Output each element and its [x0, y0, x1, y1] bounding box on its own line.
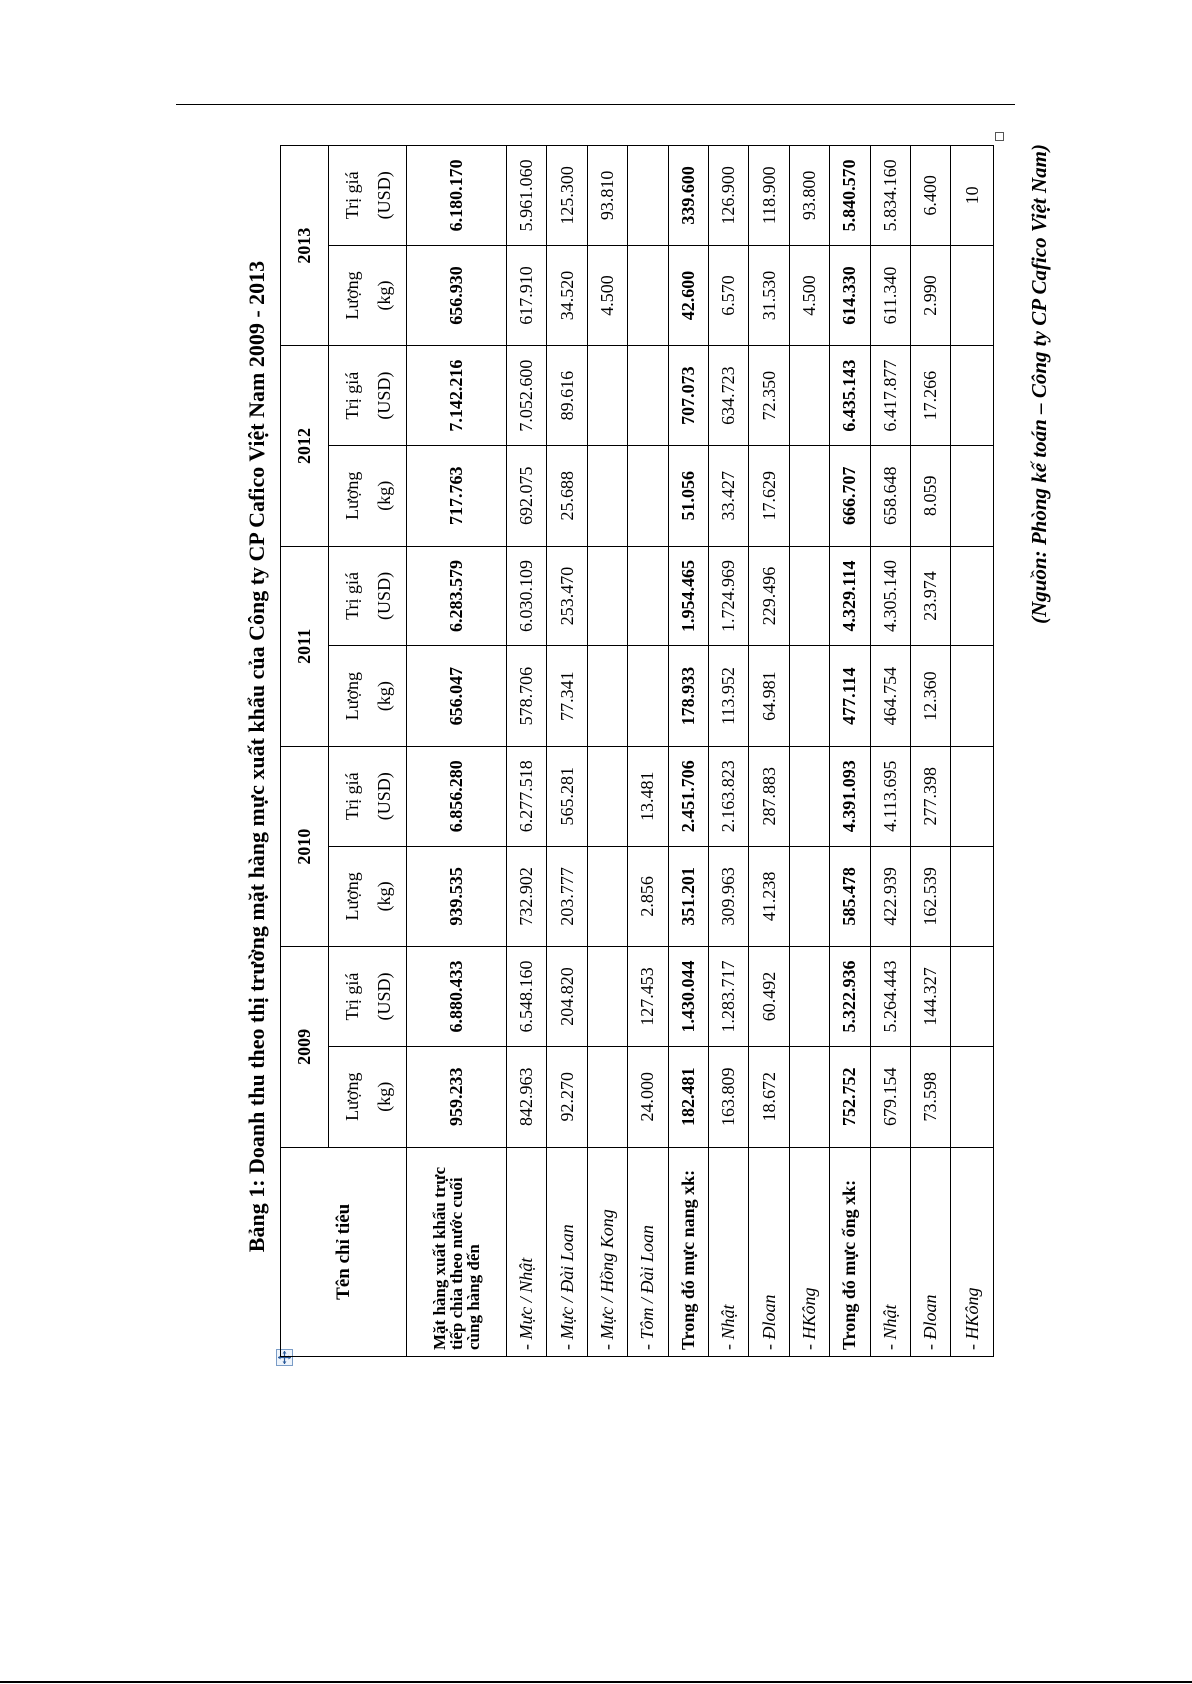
qty-cell: 351.201: [668, 846, 708, 947]
value-cell: 7.142.216: [407, 346, 507, 446]
resize-square-icon[interactable]: [995, 132, 1004, 141]
qty-cell: 6.570: [709, 245, 749, 346]
value-cell: 6.180.170: [407, 146, 507, 246]
qty-cell: 4.500: [789, 245, 829, 346]
qty-header: [329, 245, 407, 346]
value-cell: [628, 546, 668, 646]
value-cell: [587, 546, 627, 646]
qty-cell: [587, 445, 627, 546]
subheader-unit: (USD): [373, 571, 394, 620]
qty-cell: 51.056: [668, 445, 708, 546]
row-label: - Mực / Hồng Kong: [587, 1147, 627, 1356]
qty-cell: [789, 646, 829, 747]
value-header: [329, 746, 407, 846]
qty-cell: 8.059: [911, 445, 951, 546]
qty-cell: 178.933: [668, 646, 708, 747]
qty-cell: 578.706: [507, 646, 547, 747]
table-body: [407, 146, 994, 1357]
subheader-unit: (kg): [373, 1081, 394, 1112]
qty-cell: [951, 445, 994, 546]
qty-cell: 18.672: [749, 1046, 789, 1147]
qty-cell: 656.930: [407, 245, 507, 346]
value-cell: [951, 546, 994, 646]
subheader-line: Trị giá: [341, 972, 362, 1021]
qty-cell: 92.270: [547, 1046, 587, 1147]
row-label: - Tôm / Đài Loan: [628, 1147, 668, 1356]
qty-cell: 12.360: [911, 646, 951, 747]
qty-cell: 2.856: [628, 846, 668, 947]
value-cell: 253.470: [547, 546, 587, 646]
subheader-unit: (USD): [373, 972, 394, 1021]
qty-cell: [587, 646, 627, 747]
table-row: [789, 146, 829, 1357]
value-cell: 6.856.280: [407, 746, 507, 846]
value-cell: 4.329.114: [830, 546, 870, 646]
qty-header: [329, 646, 407, 747]
qty-cell: 162.539: [911, 846, 951, 947]
value-cell: 10: [951, 146, 994, 246]
qty-cell: 34.520: [547, 245, 587, 346]
value-cell: [628, 146, 668, 246]
value-cell: 60.492: [749, 947, 789, 1047]
qty-cell: 17.629: [749, 445, 789, 546]
row-label: - Mực / Đài Loan: [547, 1147, 587, 1356]
value-cell: 1.283.717: [709, 947, 749, 1047]
row-label: - Đloan: [911, 1147, 951, 1356]
qty-header: [329, 445, 407, 546]
qty-cell: 203.777: [547, 846, 587, 947]
subheader-line: Trị giá: [341, 171, 362, 220]
qty-cell: [587, 1046, 627, 1147]
value-cell: 277.398: [911, 746, 951, 846]
qty-cell: 617.910: [507, 245, 547, 346]
qty-cell: 113.952: [709, 646, 749, 747]
value-cell: [587, 947, 627, 1047]
value-cell: 6.030.109: [507, 546, 547, 646]
value-cell: [789, 546, 829, 646]
row-label: - HKông: [789, 1147, 829, 1356]
value-cell: 229.496: [749, 546, 789, 646]
year-header: 2012: [281, 346, 329, 546]
name-column-header: Tên chỉ tiêu: [281, 1147, 407, 1356]
qty-cell: 679.154: [870, 1046, 910, 1147]
value-cell: 6.283.579: [407, 546, 507, 646]
subheader-unit: (USD): [373, 772, 394, 821]
row-label: - Nhật: [870, 1147, 910, 1356]
qty-cell: [628, 646, 668, 747]
row-label: Trong đó mực ống xk:: [830, 1147, 870, 1356]
value-header: [329, 146, 407, 246]
value-cell: 144.327: [911, 947, 951, 1047]
table-row: [911, 146, 951, 1357]
value-cell: [789, 346, 829, 446]
qty-cell: 24.000: [628, 1046, 668, 1147]
value-cell: 5.840.570: [830, 146, 870, 246]
value-cell: 634.723: [709, 346, 749, 446]
table-row: [749, 146, 789, 1357]
value-cell: 7.052.600: [507, 346, 547, 446]
value-cell: [789, 746, 829, 846]
value-header: [329, 546, 407, 646]
year-header: 2011: [281, 546, 329, 746]
qty-cell: 182.481: [668, 1046, 708, 1147]
value-cell: 4.113.695: [870, 746, 910, 846]
value-cell: 127.453: [628, 947, 668, 1047]
subheader-line: Lượng: [341, 271, 362, 320]
value-cell: [951, 746, 994, 846]
footer-rule: [0, 1681, 1192, 1683]
subheader-line: Lượng: [341, 671, 362, 721]
table-row: [951, 146, 994, 1357]
subheader-line: Trị giá: [341, 371, 362, 420]
value-cell: 5.322.936: [830, 947, 870, 1047]
table-row: [407, 146, 507, 1357]
value-cell: 1.724.969: [709, 546, 749, 646]
qty-cell: 309.963: [709, 846, 749, 947]
value-cell: 89.616: [547, 346, 587, 446]
value-cell: 2.451.706: [668, 746, 708, 846]
qty-cell: 33.427: [709, 445, 749, 546]
value-cell: 287.883: [749, 746, 789, 846]
year-header: 2009: [281, 947, 329, 1147]
table-title: Bảng 1: Doanh thu theo thị trường mặt hàng mực xuất khẩu của Công ty CP Cafico Việt Nam 2009 - 2013: [244, 260, 269, 1253]
qty-cell: 477.114: [830, 646, 870, 747]
value-cell: 6.880.433: [407, 947, 507, 1047]
table-row: [709, 146, 749, 1357]
value-cell: 6.548.160: [507, 947, 547, 1047]
qty-cell: 611.340: [870, 245, 910, 346]
value-cell: 13.481: [628, 746, 668, 846]
row-label: - Nhật: [709, 1147, 749, 1356]
qty-cell: [789, 1046, 829, 1147]
qty-header: [329, 1046, 407, 1147]
qty-cell: 939.535: [407, 846, 507, 947]
qty-cell: 163.809: [709, 1046, 749, 1147]
table-row: [830, 146, 870, 1357]
value-cell: 23.974: [911, 546, 951, 646]
header-rule: [176, 104, 1015, 105]
value-cell: [789, 947, 829, 1047]
qty-cell: 25.688: [547, 445, 587, 546]
qty-cell: 41.238: [749, 846, 789, 947]
value-cell: 125.300: [547, 146, 587, 246]
qty-cell: [628, 445, 668, 546]
rotated-page-content: [240, 144, 1065, 1369]
value-cell: 2.163.823: [709, 746, 749, 846]
value-cell: 4.305.140: [870, 546, 910, 646]
value-cell: 339.600: [668, 146, 708, 246]
qty-cell: 959.233: [407, 1046, 507, 1147]
qty-cell: [951, 846, 994, 947]
subheader-unit: (kg): [373, 280, 394, 311]
table-row: [587, 146, 627, 1357]
qty-cell: [789, 846, 829, 947]
value-cell: 17.266: [911, 346, 951, 446]
value-header: [329, 346, 407, 446]
table-row: [870, 146, 910, 1357]
revenue-table: [280, 145, 994, 1357]
qty-cell: [587, 846, 627, 947]
qty-cell: [951, 646, 994, 747]
year-header: 2013: [281, 146, 329, 346]
subheader-unit: (USD): [373, 371, 394, 420]
year-header: 2010: [281, 746, 329, 946]
qty-cell: 31.530: [749, 245, 789, 346]
qty-cell: 422.939: [870, 846, 910, 947]
value-cell: 6.417.877: [870, 346, 910, 446]
value-cell: [587, 746, 627, 846]
qty-cell: 692.075: [507, 445, 547, 546]
subheader-unit: (kg): [373, 881, 394, 912]
qty-cell: [628, 245, 668, 346]
value-cell: 6.277.518: [507, 746, 547, 846]
qty-cell: [951, 1046, 994, 1147]
table-row: [628, 146, 668, 1357]
qty-cell: 464.754: [870, 646, 910, 747]
value-cell: 5.834.160: [870, 146, 910, 246]
subheader-unit: (kg): [373, 681, 394, 712]
value-cell: [951, 947, 994, 1047]
value-cell: 707.073: [668, 346, 708, 446]
value-cell: [951, 346, 994, 446]
qty-cell: 656.047: [407, 646, 507, 747]
value-cell: 126.900: [709, 146, 749, 246]
value-cell: 5.264.443: [870, 947, 910, 1047]
value-cell: 565.281: [547, 746, 587, 846]
qty-cell: 842.963: [507, 1046, 547, 1147]
subheader-line: Lượng: [341, 872, 362, 921]
value-cell: 93.810: [587, 146, 627, 246]
source-note: (Nguồn: Phòng kế toán – Công ty CP Cafico Việt Nam): [1027, 144, 1051, 624]
value-cell: 4.391.093: [830, 746, 870, 846]
subheader-unit: (USD): [373, 171, 394, 220]
qty-cell: 717.763: [407, 445, 507, 546]
year-header-row: [281, 146, 329, 1357]
value-cell: [587, 346, 627, 446]
value-cell: 204.820: [547, 947, 587, 1047]
qty-cell: 614.330: [830, 245, 870, 346]
qty-cell: 666.707: [830, 445, 870, 546]
row-label: Mặt hàng xuất khẩu trực tiếp chia theo nước cuối cùng hàng đến: [407, 1147, 507, 1356]
qty-cell: [951, 245, 994, 346]
qty-cell: [789, 445, 829, 546]
subheader-line: Trị giá: [341, 772, 362, 821]
value-header: [329, 947, 407, 1047]
qty-cell: 4.500: [587, 245, 627, 346]
qty-cell: 658.648: [870, 445, 910, 546]
table-row: [547, 146, 587, 1357]
value-cell: 5.961.060: [507, 146, 547, 246]
value-cell: 1.430.044: [668, 947, 708, 1047]
value-cell: 72.350: [749, 346, 789, 446]
qty-cell: 585.478: [830, 846, 870, 947]
qty-cell: 77.341: [547, 646, 587, 747]
row-label: Trong đó mực nang xk:: [668, 1147, 708, 1356]
qty-cell: 64.981: [749, 646, 789, 747]
subheader-line: Lượng: [341, 471, 362, 520]
value-cell: 118.900: [749, 146, 789, 246]
qty-cell: 73.598: [911, 1046, 951, 1147]
value-cell: [628, 346, 668, 446]
value-cell: 6.400: [911, 146, 951, 246]
qty-cell: 42.600: [668, 245, 708, 346]
qty-header: [329, 846, 407, 947]
subheader-unit: (kg): [373, 480, 394, 511]
row-label: - HKông: [951, 1147, 994, 1356]
subheader-line: Trị giá: [341, 572, 362, 620]
row-label: - Mực / Nhật: [507, 1147, 547, 1356]
row-label: - Đloan: [749, 1147, 789, 1356]
table-row: [507, 146, 547, 1357]
qty-cell: 752.752: [830, 1046, 870, 1147]
qty-cell: 732.902: [507, 846, 547, 947]
value-cell: 93.800: [789, 146, 829, 246]
table-row: [668, 146, 708, 1357]
subheader-line: Lượng: [341, 1072, 362, 1121]
value-cell: 6.435.143: [830, 346, 870, 446]
value-cell: 1.954.465: [668, 546, 708, 646]
qty-cell: 2.990: [911, 245, 951, 346]
